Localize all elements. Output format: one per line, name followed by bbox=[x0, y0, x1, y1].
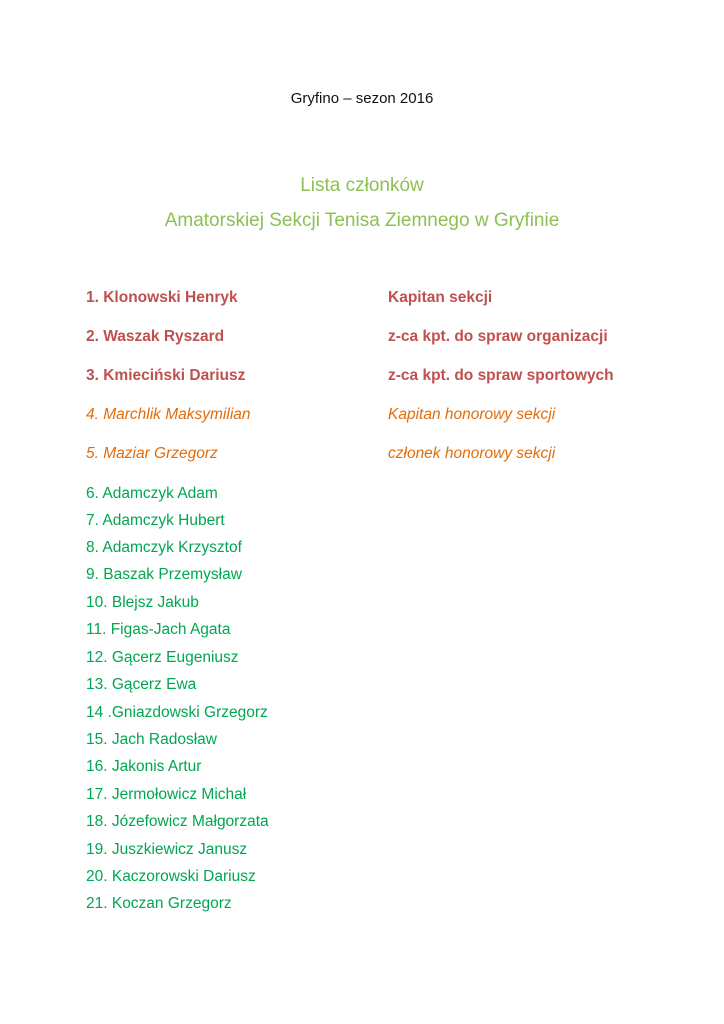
honorary-row bbox=[86, 445, 646, 467]
member-list-item: 12. Gącerz Eugeniusz bbox=[86, 649, 239, 666]
member-list-item: 17. Jermołowicz Michał bbox=[86, 786, 247, 803]
honorary-role: Kapitan honorowy sekcji bbox=[388, 406, 556, 423]
officer-row bbox=[86, 328, 646, 350]
member-list-item: 15. Jach Radosław bbox=[86, 731, 217, 748]
document-subtitle: Gryfino – sezon 2016 bbox=[290, 90, 434, 107]
member-list-item: 11. Figas-Jach Agata bbox=[86, 621, 231, 638]
document-title-line-1: Lista członków bbox=[300, 175, 424, 196]
member-list-item: 19. Juszkiewicz Janusz bbox=[86, 841, 248, 858]
member-list-item: 16. Jakonis Artur bbox=[86, 758, 202, 775]
officer-role: z-ca kpt. do spraw organizacji bbox=[388, 328, 608, 345]
member-list-item: 21. Koczan Grzegorz bbox=[86, 895, 232, 912]
member-list-item: 10. Blejsz Jakub bbox=[86, 594, 199, 611]
honorary-row bbox=[86, 406, 646, 428]
member-list-item: 18. Józefowicz Małgorzata bbox=[86, 813, 269, 830]
honorary-name: 5. Maziar Grzegorz bbox=[86, 445, 218, 462]
member-list-item: 8. Adamczyk Krzysztof bbox=[86, 539, 242, 556]
officer-row bbox=[86, 289, 646, 311]
member-list-item: 20. Kaczorowski Dariusz bbox=[86, 868, 256, 885]
member-list-item: 14 .Gniazdowski Grzegorz bbox=[86, 704, 268, 721]
officer-role: z-ca kpt. do spraw sportowych bbox=[388, 367, 614, 384]
member-list-item: 7. Adamczyk Hubert bbox=[86, 512, 225, 529]
honorary-role: członek honorowy sekcji bbox=[388, 445, 556, 462]
officer-row bbox=[86, 367, 646, 389]
officer-role: Kapitan sekcji bbox=[388, 289, 493, 306]
officer-name: 3. Kmieciński Dariusz bbox=[86, 367, 246, 384]
officer-name: 2. Waszak Ryszard bbox=[86, 328, 225, 345]
honorary-name: 4. Marchlik Maksymilian bbox=[86, 406, 251, 423]
member-list-item: 6. Adamczyk Adam bbox=[86, 485, 218, 502]
officer-name: 1. Klonowski Henryk bbox=[86, 289, 238, 306]
document-title-line-2: Amatorskiej Sekcji Tenisa Ziemnego w Gryfinie bbox=[164, 210, 560, 231]
member-list-item: 13. Gącerz Ewa bbox=[86, 676, 197, 693]
member-list-item: 9. Baszak Przemysław bbox=[86, 566, 242, 583]
